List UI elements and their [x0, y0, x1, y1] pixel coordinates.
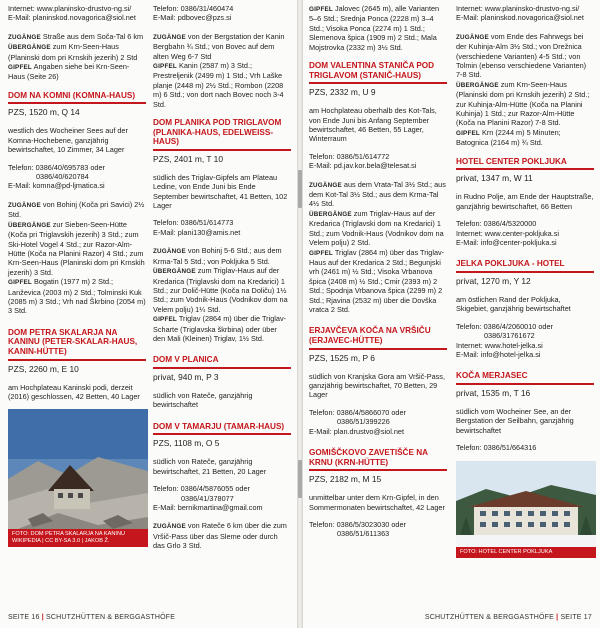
zugange-label: ZUGÄNGE	[456, 33, 489, 41]
page-left	[0, 0, 297, 628]
phone-line: Telefon: 0386/51/664316	[456, 443, 537, 453]
phone-line: Telefon: 0386/4/5320000	[456, 219, 537, 229]
uebergange-text: zum Triglav-Haus auf der Kredarica (Triglavski dom na Kredarici) 1 Std.; zur Dolič-Hütte (Koča na Doliču) 1½ Std.; zum Vodnik-Haus (Vodnikov dom na Velem polju) 1¼ Std.	[153, 266, 288, 314]
zugange-text: von Bohinj 5-6 Std.; aus dem Krma-Tal 5 Std.; von Pokljuka 5 Std.	[153, 246, 282, 266]
gipfel-label: GIPFEL	[309, 6, 333, 13]
page-number: SEITE 17	[560, 614, 592, 621]
hut-title: DOM V PLANICA	[153, 355, 291, 369]
hut-title: DOM PETRA SKALARJA NA KANINU (PETER-SKALAR-HAUS, KANIN-HÜTTE)	[8, 328, 146, 361]
gipfel-text: Krn (2244 m) 5 Minuten; Batognica (2164 m) ¾ Std.	[456, 127, 561, 148]
hut-meta: PZS, 1525 m, P 6	[309, 352, 375, 363]
uebergange-text: zur Sieben-Seen-Hütte (Koča pri Triglavskih jezerih) 3 Std.; zum Ski-Hotel Vogel 4 Std.; zur Razor-Alm-Hütte (Koča na Planini Razor) 4 Std.; zum Krn-Seen-Haus (Planinski dom pri Krnskih jezerih) 3 Std.	[8, 219, 145, 277]
hut-description: südlich vom Wocheiner See, an der Bergstation der Seilbahn, ganzjährig bewirtschaftet	[456, 406, 574, 435]
hut-title: DOM NA KOMNI (KOMNA-HAUS)	[8, 91, 146, 105]
hut-entry-center-pokljuka	[456, 157, 594, 248]
hut-description: südlich von Kranjska Gora am Vršič-Pass, ganzjährig bewirtschaftet, 70 Betten, 29 Lager	[309, 371, 445, 400]
zugange-text: aus dem Vrata-Tal 3½ Std.; aus dem Kot-Tal 3½ Std.; aus dem Krma-Tal 4½ Std.	[309, 179, 446, 209]
phone-line: Telefon: 0386/40/695783 oder	[8, 162, 105, 172]
phone-line: Telefon: 0386/4/5866070 oder	[309, 407, 406, 417]
hut-title: GOMIŠČKOVO ZAVETIŠČE NA KRNU (KRN-HÜTTE)	[309, 448, 447, 471]
left-column-2	[153, 4, 291, 551]
email-line: E-Mail: planinskod.novagorica@siol.net	[456, 13, 584, 23]
gipfel-line	[8, 62, 146, 82]
hut-description: westlich des Wocheiner Sees auf der Komna-Hochebene, ganzjährig bewirtschaftet, 10 Zimmer, 34 Lager	[8, 126, 128, 155]
email-line: E-Mail: info@center-pokljuka.si	[456, 237, 557, 247]
hut-entry-jelka	[456, 259, 594, 359]
zugange-label: ZUGÄNGE	[153, 33, 186, 41]
hut-meta: privat, 1535 m, T 16	[456, 387, 531, 398]
hut-entry-erjavec	[309, 326, 447, 436]
hut-title: DOM V TAMARJU (TAMAR-HAUS)	[153, 422, 291, 436]
hut-meta: PZS, 2332 m, U 9	[309, 87, 376, 98]
phone-line: Telefon: 0386/5/3023030 oder	[309, 519, 406, 529]
phone-line: Telefon: 0386/4/5876055 oder	[153, 484, 250, 494]
hut-title: JELKA POKLJUKA - HOTEL	[456, 259, 594, 273]
uebergange-label: ÜBERGÄNGE	[456, 81, 499, 89]
zugange-text: von der Bergstation der Kanin Bergbahn ¾ Std.; von Bovec auf dem alten Weg 6-7 Std	[153, 31, 285, 61]
gipfel-label: GIPFEL	[8, 64, 32, 72]
uebergange-line	[8, 220, 146, 277]
hut-entry-planica	[153, 355, 291, 409]
zugange-text: Straße aus dem Soča-Tal 6 km	[42, 31, 144, 41]
gipfel-text: Triglav (2864 m) über die Triglav-Scharte (Triglavska škrbina) oder über den Mali (Kleinen) Triglav, 1½ Std.	[153, 314, 287, 343]
gipfel-line	[456, 128, 594, 148]
lead-block	[153, 4, 291, 109]
hut-title: HOTEL CENTER POKLJUKA	[456, 157, 594, 171]
right-column-2	[456, 4, 594, 558]
lead-block	[309, 4, 447, 52]
uebergange-line	[456, 80, 594, 128]
uebergange-line	[8, 42, 146, 62]
hut-title: DOM VALENTINA STANIČA POD TRIGLAVOM (STANIČ-HAUS)	[309, 61, 447, 84]
uebergange-text: zum Triglav-Haus auf der Kredarica (Triglavski dom na Kredarici) 1 Std.; zum Vodnik-Haus (Vodnikov dom na Velem polju) 2 Std.	[309, 208, 444, 248]
gipfel-line	[309, 4, 447, 52]
phone-line: Telefon: 0386/4/2060010 oder	[456, 321, 553, 331]
gipfel-text: Angaben siehe bei Krn-Seen-Haus (Seite 26)	[8, 62, 130, 82]
phone-line: Telefon: 0386/31/460474	[153, 4, 234, 13]
hut-title: DOM PLANIKA POD TRIGLAVOM (PLANIKA-HAUS, EDELWEISS-HAUS)	[153, 118, 291, 151]
hut-description: am Hochplateau oberhalb des Kot-Tals, von Ende Juni bis Anfang September bewirtschaftet, 46 Betten, 55 Lager, Winterraum	[309, 106, 437, 144]
gipfel-text: Kanin (2587 m) 3 Std.; Prestreljenik (2499 m) 1 Std.; Vrh Laške planje (2448 m) 2½ Std.; Rombon (2208 m) 6 Std.; von dort nach Bovec noch 3-4 Std.	[153, 61, 284, 109]
lead-block	[456, 4, 594, 148]
page-footer-left	[8, 614, 175, 621]
email-line: E-Mail: bernikmartina@gmail.com	[153, 502, 263, 512]
lead-block	[8, 4, 146, 82]
mountain-hut-illustration	[8, 409, 148, 547]
zugange-label: ZUGÄNGE	[309, 181, 342, 189]
hut-description: südlich des Triglav-Gipfels am Plateau Ledine, von Ende Juni bis Ende September bewirtschaftet, 41 Betten, 102 Lager	[153, 172, 288, 211]
internet-line: Internet: www.hotel-jelka.si	[456, 340, 543, 350]
staple	[298, 170, 302, 208]
page-number: SEITE 16	[8, 614, 40, 621]
hut-meta: privat, 1347 m, W 11	[456, 173, 533, 184]
staple	[298, 460, 302, 498]
hut-meta: privat, 940 m, P 3	[153, 371, 219, 382]
hut-description: am östlichen Rand der Pokljuka, Skigebiet, ganzjährig bewirtschaftet	[456, 294, 571, 314]
uebergange-label: ÜBERGÄNGE	[153, 268, 196, 276]
zugange-label: ZUGÄNGE	[153, 523, 186, 531]
hut-entry-stanic	[309, 61, 447, 314]
footer-divider: |	[556, 614, 559, 621]
hut-meta: PZS, 1520 m, Q 14	[8, 107, 80, 118]
email-line: E-Mail: pd.jav.kor.bela@telesat.si	[309, 161, 417, 171]
hut-description: südlich von Rateče, ganzjährig bewirtschaftet	[153, 390, 253, 410]
hut-entry-tamar	[153, 422, 291, 551]
zugange-line	[8, 32, 146, 42]
email-line: E-Mail: komna@pd-ljmatica.si	[8, 181, 105, 191]
section-name: SCHUTZHÜTTEN & BERGGASTHÖFE	[424, 614, 554, 621]
hut-description: südlich von Rateče, ganzjährig bewirtschaftet, 21 Betten, 20 Lager	[153, 457, 267, 476]
gipfel-text: Bogatin (1977 m) 2 Std.; Lanževica (2003 m) 2 Std.; Tolminski Kuk (2085 m) 3 Std.; Vrh nad Škrbino (2054 m) 3 Std.	[8, 277, 146, 316]
email-line: E-Mail: planinskod.novagorica@siol.net	[8, 13, 136, 23]
zugange-text: von Bohinj (Koča pri Savici) 2½ Std.	[8, 199, 145, 220]
gipfel-label: GIPFEL	[153, 316, 177, 324]
zugange-label: ZUGÄNGE	[153, 248, 186, 256]
hut-description: am Hochplateau Kaninski podi, derzeit (2016) geschlossen, 42 Betten, 40 Lager	[8, 382, 140, 401]
email-line: E-Mail: plan.drustvo@siol.net	[309, 426, 405, 436]
zugange-line	[8, 200, 146, 220]
zugange-line	[153, 246, 291, 266]
uebergange-label: ÜBERGÄNGE	[309, 210, 352, 218]
email-line: E-Mail: plani130@amis.net	[153, 227, 241, 237]
zugange-label: ZUGÄNGE	[8, 33, 41, 41]
page-footer-right	[425, 614, 592, 621]
hut-meta: PZS, 2401 m, T 10	[153, 153, 223, 164]
hotel-photo	[456, 461, 596, 558]
gipfel-line	[153, 61, 291, 109]
uebergange-line	[309, 209, 447, 248]
phone-line: Telefon: 0386/51/614772	[309, 151, 390, 161]
hut-title: ERJAVČEVA KOČA NA VRŠIČU (ERJAVEC-HÜTTE)	[309, 326, 447, 349]
internet-line: Internet: www.planinsko-drustvo-ng.si/	[456, 4, 580, 13]
phone-line-2: 0386/40/620784	[36, 172, 89, 182]
zugange-label: ZUGÄNGE	[8, 201, 41, 209]
gipfel-line	[309, 248, 447, 315]
gipfel-line	[8, 277, 146, 316]
email-line: E-Mail: pdbovec@pzs.si	[153, 13, 232, 23]
photo-caption: FOTO: HOTEL CENTER POKLJUKA	[456, 547, 596, 558]
uebergange-label: ÜBERGÄNGE	[8, 221, 51, 229]
uebergange-text: zum Krn-Seen-Haus (Planinski dom pri Krnskih jezerih) 2 Std	[8, 42, 138, 62]
hut-entry-komna	[8, 91, 146, 316]
gipfel-label: GIPFEL	[456, 129, 480, 137]
gipfel-label: GIPFEL	[153, 63, 177, 71]
hut-entry-krn	[309, 448, 447, 539]
section-name: SCHUTZHÜTTEN & BERGGASTHÖFE	[46, 614, 176, 621]
zugange-line	[456, 32, 594, 80]
zugange-line	[153, 521, 291, 550]
phone-line-2: 0386/51/399226	[337, 417, 390, 427]
gipfel-text: Triglav (2864 m) über das Triglav-Haus auf der Kredarica 2 Std.; Begunjski vrh (2461 m) ½ Std.; Visoka Vrbanova špica (2408 m) ½ Std.; Cmir (2393 m) 2 Std.; Spodnja Vrbanova špica (2299 m) 2 Std.; Rjavina (2532 m) über die Dovška vratca 2 Std.	[309, 247, 445, 314]
zugange-text: vom Ende des Fahrwegs bei der Kuhinja-Alm 3½ Std.; von Drežnica (verschiedene Varianten) 4-5 Std.; von Tolmin (ebenso verschiedene Varianten) 7-8 Std.	[456, 31, 587, 80]
hotel-building-illustration	[456, 461, 596, 558]
right-column-1	[309, 4, 447, 539]
email-line: E-Mail: info@hotel-jelka.si	[456, 349, 541, 359]
zugange-text: von Rateče 6 km über die zum Vršič-Pass über das Sleme oder durch das Grlo 3 Std.	[153, 521, 287, 551]
uebergange-text: zum Krn-Seen-Haus (Planinski dom pri Krnskih jezerih) 2 Std.; zur Kuhinja-Alm-Hütte (Koča na Planini Kuhinja) 1 Std.; zur Razor-Alm-Hütte (Koča na Planini Razor) 7-8 Std.	[456, 79, 590, 128]
hut-photo-skalar	[8, 409, 148, 547]
internet-line: Internet: www.planinsko-drustvo-ng.si/	[8, 4, 132, 13]
phone-line-2: 0386/51/611363	[337, 529, 390, 539]
hut-entry-planika	[153, 118, 291, 343]
hut-meta: PZS, 2260 m, E 10	[8, 363, 79, 374]
phone-line-2: 0386/41/378077	[181, 493, 234, 503]
gipfel-text: Jalovec (2645 m), alle Varianten 5–6 Std.; Srednja Ponca (2228 m) 3–4 Std.; Visoka Ponca (2274 m) 1 Std.; Slemenova špica (1909 m) 2 Std.; Mala Mojstrovka (2332 m) 3½ Std.	[309, 4, 440, 52]
zugange-line	[309, 180, 447, 209]
hut-entry-merjasec	[456, 371, 594, 452]
photo-caption: FOTO: DOM PETRA SKALARJA NA KANINU WIKIPEDIA | CC BY-SA 3.0 | JAKOB Ž.	[8, 529, 148, 547]
hut-description: in Rudno Polje, am Ende der Hauptstraße, ganzjährig bewirtschaftet, 66 Betten	[456, 192, 594, 211]
hut-meta: PZS, 2182 m, M 15	[309, 474, 382, 485]
page-right	[303, 0, 600, 628]
hut-meta: PZS, 1108 m, O 5	[153, 438, 220, 449]
phone-line: Telefon: 0386/51/614773	[153, 218, 234, 228]
gipfel-label: GIPFEL	[8, 279, 32, 287]
hut-entry-skalar	[8, 328, 146, 402]
phone-line-2: 0386/31761672	[484, 331, 535, 341]
uebergange-label: ÜBERGÄNGE	[8, 44, 51, 52]
hut-meta: privat, 1270 m, Y 12	[456, 275, 531, 286]
gipfel-label: GIPFEL	[309, 249, 333, 257]
hut-title: KOČA MERJASEC	[456, 371, 594, 385]
hut-description: unmittelbar unter dem Krn-Gipfel, in den Sommermonaten bewirtschaftet, 42 Lager	[309, 493, 445, 512]
uebergange-line	[153, 266, 291, 314]
gipfel-line	[153, 314, 291, 343]
internet-line: Internet: www.center-pokljuka.si	[456, 228, 560, 238]
footer-divider: |	[41, 614, 44, 621]
zugange-line	[153, 32, 291, 61]
left-column-1	[8, 4, 146, 547]
